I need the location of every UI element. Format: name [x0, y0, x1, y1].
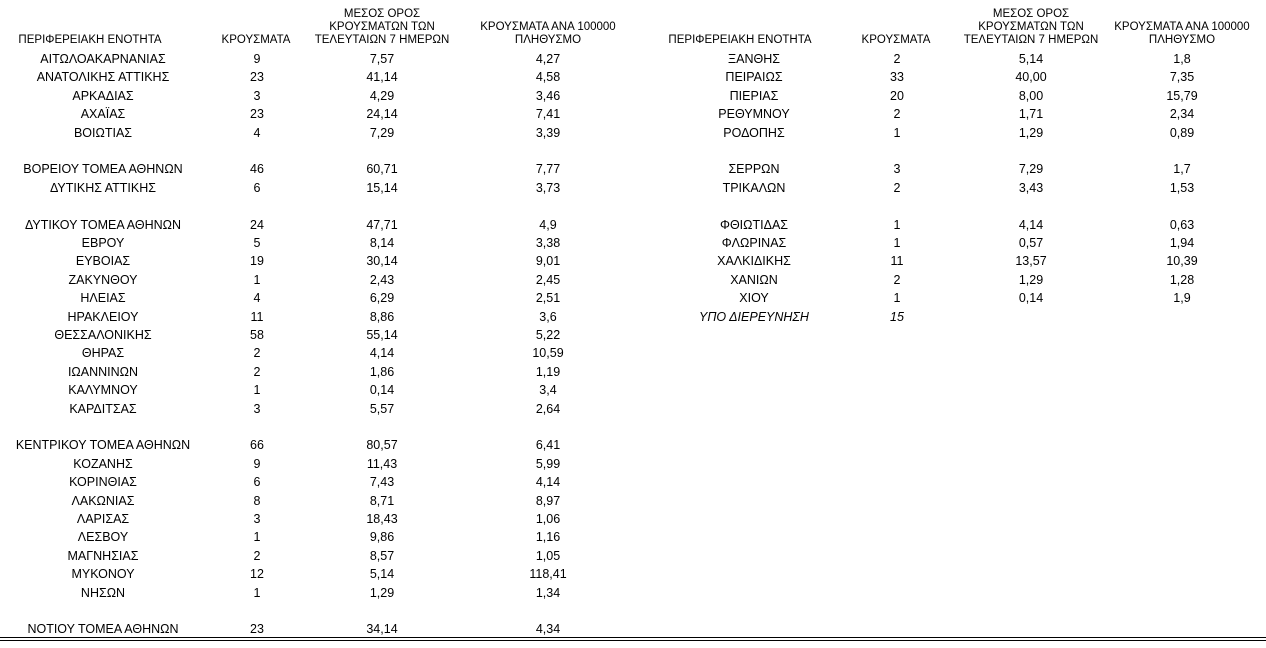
cell-avg7: 4,29 [369, 88, 395, 103]
cell-per100k: 7,77 [535, 162, 561, 177]
header-region: ΠΕΡΙΦΕΡΕΙΑΚΗ ΕΝΟΤΗΤΑ [668, 34, 812, 46]
cell-cases: 19 [250, 254, 264, 269]
cell-cases: 46 [250, 162, 264, 177]
cell-region: ΠΙΕΡΙΑΣ [729, 88, 779, 103]
cell-cases: 6 [253, 475, 261, 490]
cell-per100k: 2,34 [1169, 107, 1195, 122]
cell-per100k: 3,46 [535, 88, 561, 103]
cell-avg7: 7,29 [1018, 162, 1044, 177]
cell-cases: 3 [253, 512, 261, 526]
cell-region: ΚΕΝΤΡΙΚΟΥ ΤΟΜΕΑ ΑΘΗΝΩΝ [15, 438, 191, 453]
cell-cases: 2 [253, 364, 261, 379]
cell-cases: 4 [253, 291, 261, 306]
cell-per100k: 1,28 [1169, 272, 1195, 287]
cell-region: ΑΝΑΤΟΛΙΚΗΣ ΑΤΤΙΚΗΣ [36, 70, 170, 85]
cell-cases: 12 [250, 567, 264, 582]
cell-cases: 33 [890, 70, 904, 85]
cell-cases: 5 [253, 236, 261, 250]
cell-per100k: 1,94 [1169, 236, 1195, 250]
cell-cases: 2 [253, 346, 261, 361]
cell-per100k: 118,41 [529, 567, 567, 582]
cell-per100k: 1,05 [535, 548, 561, 563]
cell-avg7: 4,14 [1018, 217, 1044, 232]
cell-cases: 2 [893, 180, 901, 195]
cell-region: ΔΥΤΙΚΗΣ ΑΤΤΙΚΗΣ [50, 180, 156, 195]
cell-per100k: 15,79 [1166, 88, 1198, 103]
cell-avg7: 5,57 [369, 401, 395, 416]
cell-per100k: 0,63 [1169, 217, 1195, 232]
cell-region: ΡΕΘΥΜΝΟΥ [718, 107, 790, 122]
cell-per100k: 1,8 [1173, 52, 1191, 66]
cell-per100k: 1,16 [535, 530, 561, 545]
cell-avg7: 1,29 [369, 585, 395, 600]
cell-avg7: 9,86 [369, 530, 395, 545]
cell-cases: 11 [250, 309, 264, 324]
cell-cases: 1 [253, 383, 261, 398]
cell-region: ΖΑΚΥΝΘΟΥ [68, 272, 138, 287]
header-per100k: ΚΡΟΥΣΜΑΤΑ ΑΝΑ 100000 ΠΛΗΘΥΣΜΟ [1114, 21, 1250, 46]
header-cases: ΚΡΟΥΣΜΑΤΑ [861, 34, 931, 46]
cell-region: ΘΗΡΑΣ [81, 346, 125, 361]
cell-per100k: 8,97 [535, 493, 561, 508]
cell-per100k: 3,39 [535, 125, 561, 140]
cell-per100k: 4,58 [535, 70, 561, 85]
cell-region: ΗΡΑΚΛΕΙΟΥ [67, 309, 139, 324]
cell-per100k: 0,89 [1169, 125, 1195, 140]
cell-avg7: 7,57 [369, 52, 395, 66]
cell-avg7: 1,29 [1018, 125, 1044, 140]
cell-cases: 6 [253, 180, 261, 195]
cell-cases: 24 [250, 217, 264, 232]
cell-per100k: 1,19 [535, 364, 561, 379]
cell-avg7: 34,14 [366, 622, 398, 637]
cell-cases: 2 [893, 272, 901, 287]
cell-region: ΝΟΤΙΟΥ ΤΟΜΕΑ ΑΘΗΝΩΝ [27, 622, 179, 637]
cell-region: ΚΑΡΔΙΤΣΑΣ [69, 401, 137, 416]
cell-per100k: 4,34 [535, 622, 561, 637]
cell-avg7: 7,29 [369, 125, 395, 140]
cell-per100k: 2,64 [535, 401, 561, 416]
cell-avg7: 6,29 [369, 291, 395, 306]
cell-avg7: 18,43 [366, 512, 398, 526]
cell-region: ΚΑΛΥΜΝΟΥ [68, 383, 138, 398]
cell-avg7: 0,57 [1018, 236, 1044, 250]
cell-per100k: 1,06 [535, 512, 561, 526]
cell-region: ΥΠΟ ΔΙΕΡΕΥΝΗΣΗ [699, 309, 809, 324]
cell-region: ΜΑΓΝΗΣΙΑΣ [67, 548, 139, 563]
cell-region: ΒΟΙΩΤΙΑΣ [73, 125, 133, 140]
cell-cases: 3 [253, 401, 261, 416]
cell-avg7: 7,43 [369, 475, 395, 490]
cell-avg7: 4,14 [369, 346, 395, 361]
cell-region: ΚΟΡΙΝΘΙΑΣ [69, 475, 137, 490]
header-per100k: ΚΡΟΥΣΜΑΤΑ ΑΝΑ 100000 ΠΛΗΘΥΣΜΟ [480, 21, 616, 46]
cell-region: ΠΕΙΡΑΙΩΣ [725, 70, 783, 85]
cell-avg7: 13,57 [1015, 254, 1047, 269]
cell-cases: 2 [893, 52, 901, 66]
cell-avg7: 3,43 [1018, 180, 1044, 195]
cell-avg7: 8,86 [369, 309, 395, 324]
cell-avg7: 8,14 [369, 236, 395, 250]
cell-avg7: 60,71 [366, 162, 398, 177]
cell-avg7: 0,14 [1018, 291, 1044, 306]
cell-avg7: 5,14 [1018, 52, 1044, 66]
cell-region: ΗΛΕΙΑΣ [80, 291, 126, 306]
bottom-border [0, 637, 1266, 638]
cell-region: ΧΑΛΚΙΔΙΚΗΣ [717, 254, 791, 269]
cell-region: ΧΙΟΥ [739, 291, 769, 306]
cell-cases: 1 [893, 125, 901, 140]
cell-avg7: 15,14 [366, 180, 398, 195]
cell-per100k: 7,41 [535, 107, 561, 122]
cell-region: ΛΑΡΙΣΑΣ [76, 512, 130, 526]
cell-region: ΑΧΑΪΑΣ [80, 107, 126, 122]
cell-region: ΦΘΙΩΤΙΔΑΣ [719, 217, 789, 232]
cell-avg7: 0,14 [369, 383, 395, 398]
cell-cases: 8 [253, 493, 261, 508]
cell-per100k: 6,41 [535, 438, 561, 453]
cell-avg7: 8,00 [1018, 88, 1044, 103]
cell-per100k: 1,9 [1173, 291, 1191, 306]
cell-region: ΕΥΒΟΙΑΣ [75, 254, 131, 269]
header-cases: ΚΡΟΥΣΜΑΤΑ [221, 34, 291, 46]
cell-per100k: 4,9 [539, 217, 557, 232]
cell-avg7: 40,00 [1015, 70, 1047, 85]
cell-cases: 1 [253, 585, 261, 600]
cell-per100k: 3,38 [535, 236, 561, 250]
cell-cases: 1 [893, 236, 901, 250]
cell-per100k: 4,27 [535, 52, 561, 66]
cell-cases: 58 [250, 328, 264, 342]
cell-per100k: 1,7 [1173, 162, 1191, 177]
cell-region: ΕΒΡΟΥ [81, 236, 125, 250]
cell-avg7: 1,71 [1018, 107, 1044, 122]
cell-region: ΣΕΡΡΩΝ [728, 162, 780, 177]
cell-per100k: 3,6 [539, 309, 557, 324]
cell-region: ΦΛΩΡΙΝΑΣ [721, 236, 787, 250]
cell-per100k: 5,99 [535, 456, 561, 471]
cell-avg7: 5,14 [369, 567, 395, 582]
cell-region: ΞΑΝΘΗΣ [728, 52, 780, 66]
cell-cases: 4 [253, 125, 261, 140]
cell-cases: 1 [893, 217, 901, 232]
cell-avg7: 55,14 [366, 328, 398, 342]
cell-per100k: 1,53 [1169, 180, 1195, 195]
cell-avg7: 30,14 [366, 254, 398, 269]
cell-per100k: 4,14 [535, 475, 561, 490]
cell-cases: 9 [253, 456, 261, 471]
cell-per100k: 2,51 [535, 291, 561, 306]
cell-cases: 3 [893, 162, 901, 177]
cell-per100k: 7,35 [1169, 70, 1195, 85]
cell-per100k: 10,59 [532, 346, 564, 361]
cell-region: ΑΡΚΑΔΙΑΣ [72, 88, 134, 103]
cell-avg7: 80,57 [366, 438, 398, 453]
header-region: ΠΕΡΙΦΕΡΕΙΑΚΗ ΕΝΟΤΗΤΑ [18, 34, 162, 46]
cell-per100k: 3,73 [535, 180, 561, 195]
cell-region: ΜΥΚΟΝΟΥ [71, 567, 135, 582]
cell-per100k: 3,4 [539, 383, 557, 398]
cell-cases: 66 [250, 438, 264, 453]
cell-cases: 23 [250, 107, 264, 122]
header-avg7: ΜΕΣΟΣ ΟΡΟΣ ΚΡΟΥΣΜΑΤΩΝ ΤΩΝ ΤΕΛΕΥΤΑΙΩΝ 7 ΗΜΕΡΩΝ [963, 8, 1099, 46]
cell-avg7: 1,86 [369, 364, 395, 379]
cell-cases: 3 [253, 88, 261, 103]
cell-avg7: 2,43 [369, 272, 395, 287]
bottom-border-double [0, 640, 1266, 641]
cell-avg7: 11,43 [366, 456, 398, 471]
cell-region: ΡΟΔΟΠΗΣ [723, 125, 785, 140]
header-avg7: ΜΕΣΟΣ ΟΡΟΣ ΚΡΟΥΣΜΑΤΩΝ ΤΩΝ ΤΕΛΕΥΤΑΙΩΝ 7 ΗΜΕΡΩΝ [314, 8, 450, 46]
cell-region: ΧΑΝΙΩΝ [730, 272, 778, 287]
cell-cases: 23 [250, 622, 264, 637]
cell-region: ΛΕΣΒΟΥ [77, 530, 129, 545]
cell-avg7: 24,14 [366, 107, 398, 122]
cell-region: ΝΗΣΩΝ [80, 585, 126, 600]
cell-per100k: 2,45 [535, 272, 561, 287]
cell-avg7: 41,14 [366, 70, 398, 85]
cell-per100k: 1,34 [535, 585, 561, 600]
cell-avg7: 8,57 [369, 548, 395, 563]
cell-region: ΑΙΤΩΛΟΑΚΑΡΝΑΝΙΑΣ [40, 52, 166, 66]
cell-per100k: 10,39 [1166, 254, 1198, 269]
cell-region: ΒΟΡΕΙΟΥ ΤΟΜΕΑ ΑΘΗΝΩΝ [23, 162, 183, 177]
cell-per100k: 5,22 [535, 328, 561, 342]
cell-cases: 20 [890, 88, 904, 103]
cell-cases: 1 [253, 272, 261, 287]
cell-region: ΘΕΣΣΑΛΟΝΙΚΗΣ [54, 328, 152, 342]
cell-cases: 11 [890, 254, 904, 269]
cell-region: ΙΩΑΝΝΙΝΩΝ [67, 364, 139, 379]
cell-region: ΔΥΤΙΚΟΥ ΤΟΜΕΑ ΑΘΗΝΩΝ [24, 217, 182, 232]
cell-avg7: 1,29 [1018, 272, 1044, 287]
cell-cases: 2 [253, 548, 261, 563]
cell-cases: 1 [253, 530, 261, 545]
cell-avg7: 8,71 [369, 493, 395, 508]
cell-cases: 23 [250, 70, 264, 85]
cell-region: ΤΡΙΚΑΛΩΝ [722, 180, 786, 195]
cell-cases: 2 [893, 107, 901, 122]
cell-cases: 1 [893, 291, 901, 306]
cell-per100k: 9,01 [535, 254, 561, 269]
cell-region: ΛΑΚΩΝΙΑΣ [71, 493, 135, 508]
cell-region: ΚΟΖΑΝΗΣ [73, 456, 133, 471]
cell-cases: 15 [890, 309, 904, 324]
cell-cases: 9 [253, 52, 261, 66]
cell-avg7: 47,71 [366, 217, 398, 232]
